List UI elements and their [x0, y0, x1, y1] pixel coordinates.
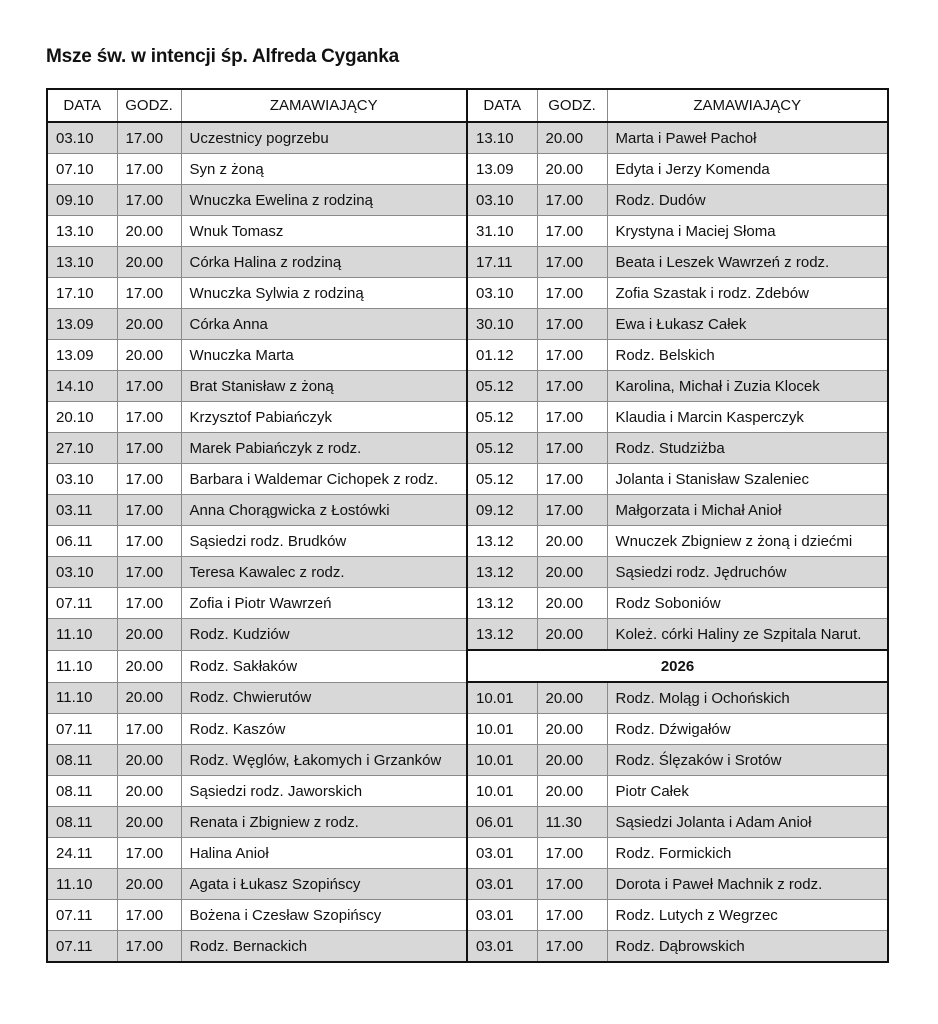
left-date-cell: 13.10 — [47, 216, 117, 247]
left-who-cell: Wnuczka Ewelina z rodziną — [181, 185, 467, 216]
left-who-cell: Rodz. Sakłaków — [181, 650, 467, 682]
right-who-cell: Rodz. Moląg i Ochońskich — [607, 682, 888, 714]
left-date-cell: 17.10 — [47, 278, 117, 309]
left-time-cell: 20.00 — [117, 776, 181, 807]
right-date-cell: 05.12 — [467, 371, 537, 402]
header-who-left: ZAMAWIAJĄCY — [181, 89, 467, 122]
right-who-cell: Rodz. Studziżba — [607, 433, 888, 464]
right-who-cell: Ewa i Łukasz Całek — [607, 309, 888, 340]
left-date-cell: 03.10 — [47, 464, 117, 495]
right-date-cell: 09.12 — [467, 495, 537, 526]
left-time-cell: 20.00 — [117, 682, 181, 714]
right-date-cell: 13.09 — [467, 154, 537, 185]
left-who-cell: Wnuk Tomasz — [181, 216, 467, 247]
left-who-cell: Brat Stanisław z żoną — [181, 371, 467, 402]
table-row — [47, 682, 888, 714]
left-time-cell: 17.00 — [117, 526, 181, 557]
left-time-cell: 20.00 — [117, 309, 181, 340]
right-who-cell: Wnuczek Zbigniew z żoną i dziećmi — [607, 526, 888, 557]
right-date-cell: 13.12 — [467, 557, 537, 588]
right-time-cell: 17.00 — [537, 869, 607, 900]
right-time-cell: 20.00 — [537, 557, 607, 588]
left-who-cell: Halina Anioł — [181, 838, 467, 869]
left-who-cell: Sąsiedzi rodz. Brudków — [181, 526, 467, 557]
left-time-cell: 20.00 — [117, 650, 181, 682]
right-time-cell: 17.00 — [537, 216, 607, 247]
right-time-cell: 17.00 — [537, 247, 607, 278]
right-date-cell: 03.01 — [467, 900, 537, 931]
table-row — [47, 776, 888, 807]
header-who-right: ZAMAWIAJĄCY — [607, 89, 888, 122]
left-time-cell: 17.00 — [117, 838, 181, 869]
right-time-cell: 17.00 — [537, 340, 607, 371]
left-time-cell: 20.00 — [117, 869, 181, 900]
right-who-cell: Rodz. Dudów — [607, 185, 888, 216]
left-who-cell: Bożena i Czesław Szopińscy — [181, 900, 467, 931]
left-time-cell: 17.00 — [117, 495, 181, 526]
table-row — [47, 309, 888, 340]
right-date-cell: 03.01 — [467, 869, 537, 900]
right-who-cell: Sąsiedzi rodz. Jędruchów — [607, 557, 888, 588]
right-who-cell: Rodz. Formickich — [607, 838, 888, 869]
right-who-cell: Dorota i Paweł Machnik z rodz. — [607, 869, 888, 900]
left-date-cell: 07.11 — [47, 714, 117, 745]
left-date-cell: 24.11 — [47, 838, 117, 869]
left-who-cell: Syn z żoną — [181, 154, 467, 185]
left-who-cell: Sąsiedzi rodz. Jaworskich — [181, 776, 467, 807]
table-row — [47, 900, 888, 931]
right-date-cell: 13.12 — [467, 526, 537, 557]
left-time-cell: 17.00 — [117, 371, 181, 402]
right-time-cell: 20.00 — [537, 776, 607, 807]
table-row — [47, 619, 888, 651]
left-time-cell: 20.00 — [117, 745, 181, 776]
right-date-cell: 03.10 — [467, 185, 537, 216]
table-row — [47, 526, 888, 557]
left-time-cell: 17.00 — [117, 588, 181, 619]
page-title: Msze św. w intencji śp. Alfreda Cyganka — [46, 46, 399, 67]
table-row — [47, 122, 888, 154]
left-time-cell: 17.00 — [117, 122, 181, 154]
table-row — [47, 588, 888, 619]
left-who-cell: Uczestnicy pogrzebu — [181, 122, 467, 154]
right-date-cell: 13.12 — [467, 619, 537, 651]
right-time-cell: 20.00 — [537, 588, 607, 619]
table-row — [47, 807, 888, 838]
right-who-cell: Rodz Soboniów — [607, 588, 888, 619]
table-row — [47, 495, 888, 526]
table-row — [47, 557, 888, 588]
table-row — [47, 340, 888, 371]
left-date-cell: 11.10 — [47, 619, 117, 651]
right-time-cell: 17.00 — [537, 464, 607, 495]
right-date-cell: 10.01 — [467, 682, 537, 714]
left-date-cell: 08.11 — [47, 776, 117, 807]
right-date-cell: 05.12 — [467, 433, 537, 464]
right-time-cell: 20.00 — [537, 122, 607, 154]
right-who-cell: Rodz. Belskich — [607, 340, 888, 371]
right-date-cell: 17.11 — [467, 247, 537, 278]
left-who-cell: Wnuczka Marta — [181, 340, 467, 371]
table-row — [47, 869, 888, 900]
right-who-cell: Krystyna i Maciej Słoma — [607, 216, 888, 247]
left-date-cell: 03.10 — [47, 122, 117, 154]
right-time-cell: 17.00 — [537, 402, 607, 433]
right-who-cell: Zofia Szastak i rodz. Zdebów — [607, 278, 888, 309]
left-who-cell: Zofia i Piotr Wawrzeń — [181, 588, 467, 619]
left-date-cell: 14.10 — [47, 371, 117, 402]
left-date-cell: 09.10 — [47, 185, 117, 216]
left-date-cell: 13.10 — [47, 247, 117, 278]
left-who-cell: Barbara i Waldemar Cichopek z rodz. — [181, 464, 467, 495]
left-who-cell: Renata i Zbigniew z rodz. — [181, 807, 467, 838]
left-time-cell: 20.00 — [117, 619, 181, 651]
table-row — [47, 650, 888, 682]
left-who-cell: Rodz. Chwierutów — [181, 682, 467, 714]
right-time-cell: 17.00 — [537, 433, 607, 464]
right-time-cell: 20.00 — [537, 682, 607, 714]
left-time-cell: 17.00 — [117, 931, 181, 963]
right-time-cell: 17.00 — [537, 278, 607, 309]
left-time-cell: 20.00 — [117, 340, 181, 371]
left-time-cell: 17.00 — [117, 433, 181, 464]
left-date-cell: 08.11 — [47, 745, 117, 776]
right-date-cell: 10.01 — [467, 776, 537, 807]
header-date-right: DATA — [467, 89, 537, 122]
left-date-cell: 20.10 — [47, 402, 117, 433]
header-date-left: DATA — [47, 89, 117, 122]
right-date-cell: 05.12 — [467, 402, 537, 433]
table-row — [47, 185, 888, 216]
left-who-cell: Rodz. Węglów, Łakomych i Grzanków — [181, 745, 467, 776]
right-time-cell: 20.00 — [537, 526, 607, 557]
left-date-cell: 08.11 — [47, 807, 117, 838]
right-who-cell: Małgorzata i Michał Anioł — [607, 495, 888, 526]
table-row — [47, 931, 888, 963]
left-date-cell: 27.10 — [47, 433, 117, 464]
header-time-left: GODZ. — [117, 89, 181, 122]
right-who-cell: Klaudia i Marcin Kasperczyk — [607, 402, 888, 433]
table-row — [47, 278, 888, 309]
right-time-cell: 20.00 — [537, 154, 607, 185]
mass-schedule-table — [46, 88, 889, 963]
right-who-cell: Karolina, Michał i Zuzia Klocek — [607, 371, 888, 402]
right-date-cell: 30.10 — [467, 309, 537, 340]
table-row — [47, 433, 888, 464]
table-row — [47, 247, 888, 278]
left-who-cell: Rodz. Kudziów — [181, 619, 467, 651]
right-time-cell: 20.00 — [537, 745, 607, 776]
left-time-cell: 17.00 — [117, 557, 181, 588]
right-date-cell: 06.01 — [467, 807, 537, 838]
right-date-cell: 13.12 — [467, 588, 537, 619]
right-time-cell: 17.00 — [537, 931, 607, 963]
right-who-cell: Rodz. Lutych z Wegrzec — [607, 900, 888, 931]
right-time-cell: 17.00 — [537, 309, 607, 340]
left-date-cell: 06.11 — [47, 526, 117, 557]
left-who-cell: Agata i Łukasz Szopińscy — [181, 869, 467, 900]
right-time-cell: 17.00 — [537, 495, 607, 526]
right-time-cell: 11.30 — [537, 807, 607, 838]
right-who-cell: Marta i Paweł Pachoł — [607, 122, 888, 154]
left-time-cell: 20.00 — [117, 807, 181, 838]
right-date-cell: 05.12 — [467, 464, 537, 495]
right-time-cell: 20.00 — [537, 714, 607, 745]
table-row — [47, 714, 888, 745]
left-date-cell: 07.11 — [47, 900, 117, 931]
left-date-cell: 03.11 — [47, 495, 117, 526]
left-date-cell: 11.10 — [47, 682, 117, 714]
left-time-cell: 20.00 — [117, 247, 181, 278]
right-date-cell: 01.12 — [467, 340, 537, 371]
right-time-cell: 17.00 — [537, 185, 607, 216]
left-who-cell: Krzysztof Pabiańczyk — [181, 402, 467, 433]
right-date-cell: 10.01 — [467, 714, 537, 745]
left-who-cell: Córka Anna — [181, 309, 467, 340]
right-time-cell: 17.00 — [537, 900, 607, 931]
left-who-cell: Rodz. Bernackich — [181, 931, 467, 963]
right-who-cell: Piotr Całek — [607, 776, 888, 807]
right-who-cell: Rodz. Dąbrowskich — [607, 931, 888, 963]
right-who-cell: Edyta i Jerzy Komenda — [607, 154, 888, 185]
table-row — [47, 216, 888, 247]
right-time-cell: 17.00 — [537, 838, 607, 869]
left-date-cell: 11.10 — [47, 869, 117, 900]
right-who-cell: Sąsiedzi Jolanta i Adam Anioł — [607, 807, 888, 838]
right-who-cell: Koleż. córki Haliny ze Szpitala Narut. — [607, 619, 888, 651]
right-date-cell: 31.10 — [467, 216, 537, 247]
right-date-cell: 10.01 — [467, 745, 537, 776]
right-date-cell: 03.01 — [467, 931, 537, 963]
left-date-cell: 13.09 — [47, 340, 117, 371]
right-who-cell: Rodz. Dźwigałów — [607, 714, 888, 745]
right-who-cell: Beata i Leszek Wawrzeń z rodz. — [607, 247, 888, 278]
left-date-cell: 11.10 — [47, 650, 117, 682]
left-time-cell: 17.00 — [117, 714, 181, 745]
left-who-cell: Teresa Kawalec z rodz. — [181, 557, 467, 588]
right-who-cell: Jolanta i Stanisław Szaleniec — [607, 464, 888, 495]
left-date-cell: 07.11 — [47, 588, 117, 619]
left-who-cell: Anna Chorągwicka z Łostówki — [181, 495, 467, 526]
left-time-cell: 17.00 — [117, 464, 181, 495]
left-time-cell: 17.00 — [117, 402, 181, 433]
table-row — [47, 464, 888, 495]
header-row — [47, 89, 888, 122]
table-row — [47, 745, 888, 776]
left-who-cell: Córka Halina z rodziną — [181, 247, 467, 278]
left-who-cell: Rodz. Kaszów — [181, 714, 467, 745]
right-time-cell: 20.00 — [537, 619, 607, 651]
left-date-cell: 07.10 — [47, 154, 117, 185]
table-row — [47, 838, 888, 869]
left-time-cell: 17.00 — [117, 154, 181, 185]
left-who-cell: Wnuczka Sylwia z rodziną — [181, 278, 467, 309]
year-label: 2026 — [467, 650, 888, 682]
header-time-right: GODZ. — [537, 89, 607, 122]
right-who-cell: Rodz. Ślęzaków i Srotów — [607, 745, 888, 776]
right-date-cell: 03.01 — [467, 838, 537, 869]
left-date-cell: 03.10 — [47, 557, 117, 588]
left-time-cell: 17.00 — [117, 278, 181, 309]
left-time-cell: 17.00 — [117, 900, 181, 931]
table-row — [47, 371, 888, 402]
left-time-cell: 17.00 — [117, 185, 181, 216]
left-who-cell: Marek Pabiańczyk z rodz. — [181, 433, 467, 464]
left-time-cell: 20.00 — [117, 216, 181, 247]
left-date-cell: 07.11 — [47, 931, 117, 963]
right-date-cell: 13.10 — [467, 122, 537, 154]
right-time-cell: 17.00 — [537, 371, 607, 402]
table-row — [47, 154, 888, 185]
left-date-cell: 13.09 — [47, 309, 117, 340]
table-row — [47, 402, 888, 433]
right-date-cell: 03.10 — [467, 278, 537, 309]
